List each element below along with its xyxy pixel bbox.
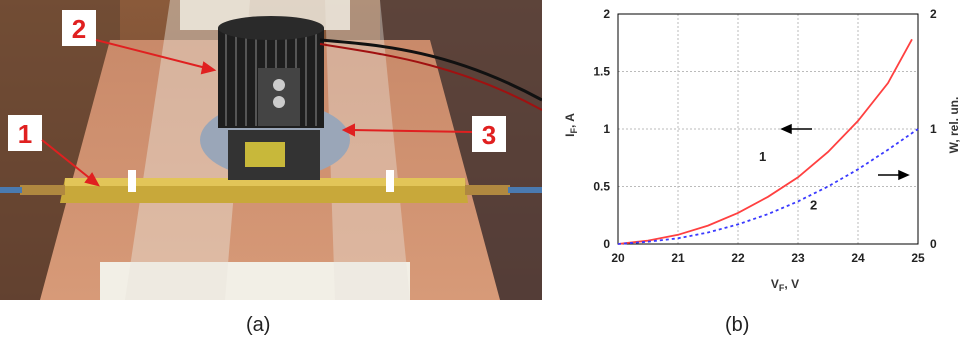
series-group [618, 39, 918, 244]
photo-panel [0, 0, 542, 300]
caption-b: (b) [725, 314, 750, 336]
y-tick-label-left: 0 [603, 237, 610, 251]
svg-text:2: 2 [71, 14, 87, 44]
label-2 [62, 10, 96, 46]
y-tick-label-left: 2 [603, 7, 610, 21]
iv-chart [560, 0, 970, 300]
x-axis-title: $V_F$, V [770, 277, 800, 293]
series-label-2: 2 [810, 197, 818, 213]
setup-photo [0, 0, 542, 300]
y-tick-label-left: 1.5 [593, 64, 610, 79]
connector-left [20, 185, 65, 195]
x-tick-label: 21 [671, 251, 685, 265]
y-tick-label-left: 0.5 [593, 179, 610, 194]
y-tick-label-right: 1 [930, 122, 937, 136]
label-3 [472, 116, 506, 152]
y-tick-label-left: 1 [603, 122, 610, 136]
x-tick-label: 20 [611, 251, 625, 265]
y-ticks-right [930, 7, 937, 251]
y-axis-right-title: W, rel. un. [947, 96, 961, 154]
series-label-1: 1 [759, 149, 767, 165]
svg-text:1: 1 [17, 119, 33, 149]
y-axis-left-title: $I_F$, A [563, 113, 579, 137]
y-tick-label-right: 0 [930, 237, 937, 251]
x-tick-label: 23 [791, 251, 805, 265]
connector-right [465, 185, 510, 195]
x-tick-label: 22 [731, 251, 745, 265]
chart-grid [618, 14, 918, 244]
x-ticks [611, 251, 925, 265]
x-tick-label: 24 [851, 251, 865, 265]
svg-text:3: 3 [481, 120, 497, 150]
chart-panel [560, 0, 970, 300]
y-tick-label-right: 2 [930, 7, 937, 21]
caption-a: (a) [246, 314, 271, 336]
label-1 [8, 115, 42, 151]
x-tick-label: 25 [911, 251, 925, 265]
series-line-1 [618, 39, 912, 244]
y-ticks-left [593, 7, 610, 251]
